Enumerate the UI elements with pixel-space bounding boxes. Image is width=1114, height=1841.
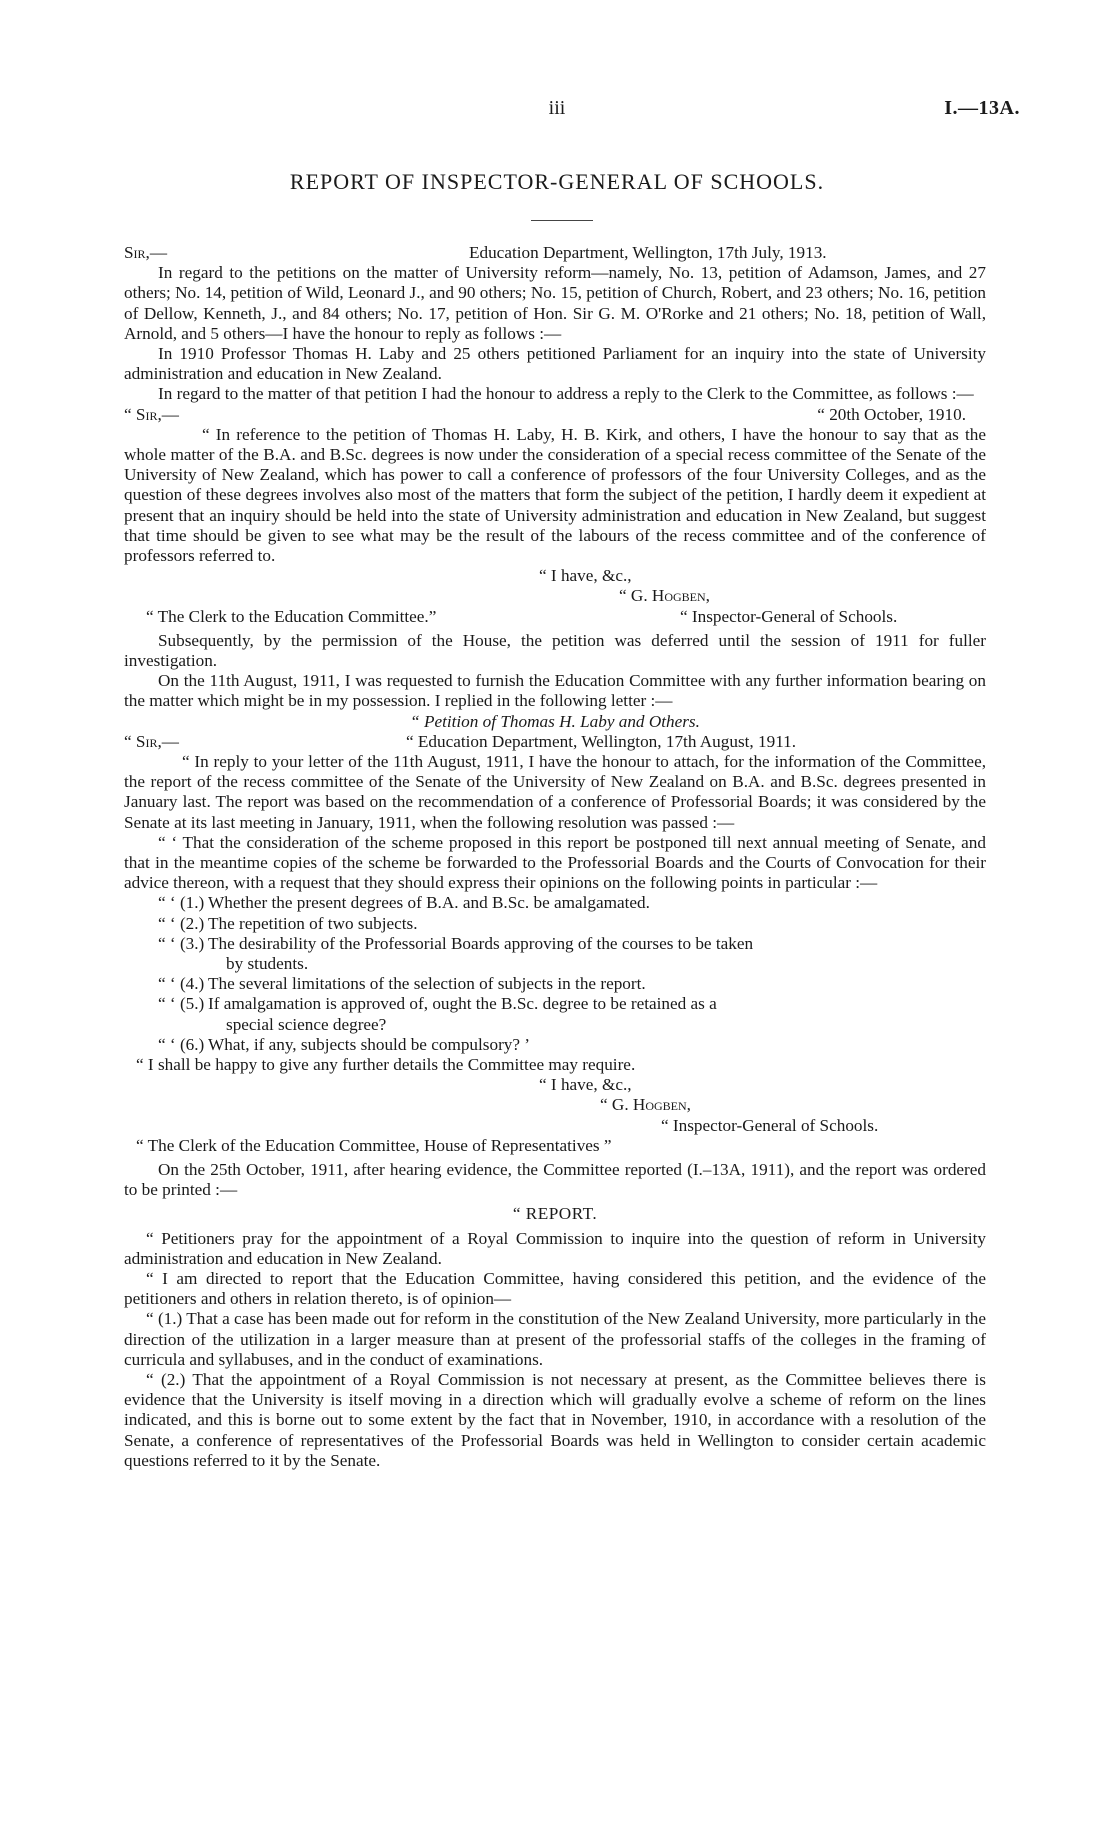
report-heading: “ REPORT. <box>512 1204 598 1224</box>
letter-date: “ 20th October, 1910. <box>817 404 966 424</box>
signature-title-row <box>124 1116 986 1136</box>
paragraph: Subsequently, by the permission of the House, the petition was deferred until the session of 1911 for fuller investigation. <box>124 630 986 670</box>
salutation: Sir,— <box>124 243 168 262</box>
item-marker: “ ‘ (1.) <box>158 893 205 913</box>
quoted-letter-body: “ In reference to the petition of Thomas H. Laby, H. B. Kirk, and others, I have the honour to say that as the whole matter of the B.A. and B.Sc. degrees is now under the consideration of a special recess committee of the Senate of the University of New Zealand, which has power to call a conference of professors of the four University Colleges, and as the question of these degrees involves also most of the matters that form the subject of the petition, I hardly deem it expedient at present that an inquiry should be held into the state of University administration and education in New Zealand, but suggest that time should be given to see what may be the result of the labours of the recess committee and of the conference of professors referred to. <box>124 424 986 566</box>
item-text: The repetition of two subjects. <box>208 913 418 933</box>
signature-row <box>124 586 986 606</box>
item-marker: “ ‘ (4.) <box>158 974 205 994</box>
report-paragraph: “ (1.) That a case has been made out for reform in the constitution of the New Zealand University, more particularly in the direction of the utilization in a larger measure than at present of the professorial staffs of the colleges in the framing of curricula and syllabuses, and in the conduct of examinations. <box>124 1309 986 1369</box>
signature-row <box>124 1095 986 1115</box>
letter-1911-header <box>124 732 986 752</box>
list-item <box>124 994 986 1034</box>
resolution: “ ‘ That the consideration of the scheme proposed in this report be postponed till next annual meeting of Senate, and that in the meantime copies of the scheme be forwarded to the Professorial Boards and the Courts of Convocation for their advice thereon, with a request that they should express their opinions on the following points in particular :— <box>124 832 986 893</box>
list-item <box>124 914 986 934</box>
addressee-row <box>124 607 986 627</box>
list-item <box>124 934 986 974</box>
dateline: “ Education Department, Wellington, 17th August, 1911. <box>406 731 797 751</box>
addressee: “ The Clerk of the Education Committee, House of Representatives ” <box>136 1135 612 1155</box>
list-item <box>124 1035 986 1055</box>
item-marker: “ ‘ (2.) <box>158 913 205 933</box>
quoted-letter-body: “ In reply to your letter of the 11th August, 1911, I have the honour to attach, for the information of the Committee, the report of the recess committee of the Senate of the University of New Zealand on B.A. and B.Sc. degrees presented in January last. The report was based on the recommendation of a conference of Professorial Boards; it was considered by the Senate at its last meeting in January, 1911, when the following resolution was passed :— <box>124 751 986 832</box>
list-item <box>124 974 986 994</box>
report-paragraph: “ I am directed to report that the Education Committee, having considered this petition, and the evidence of the petitioners and others in relation thereto, is of opinion— <box>124 1269 986 1309</box>
item-continuation: special science degree? <box>226 1014 387 1034</box>
paper-reference: I.—13A. <box>944 97 1020 119</box>
salutation: “ Sir,— <box>124 404 179 424</box>
item-text: If amalgamation is approved of, ought the B.Sc. degree to be retained as a <box>208 994 717 1014</box>
salutation: “ Sir,— <box>124 731 179 751</box>
item-text: What, if any, subjects should be compulsory? ’ <box>208 1034 531 1054</box>
document-body <box>124 243 986 1471</box>
item-text: Whether the present degrees of B.A. and B.Sc. be amalgamated. <box>208 893 650 913</box>
paragraph: On the 11th August, 1911, I was requested to furnish the Education Committee with any further information bearing on the matter which might be in my possession. I replied in the following letter :— <box>124 671 986 711</box>
letter-1911-heading: “ Petition of Thomas H. Laby and Others. <box>410 711 700 731</box>
item-marker: “ ‘ (5.) <box>158 994 205 1014</box>
item-continuation: by students. <box>226 954 309 974</box>
closing-row <box>124 1075 986 1095</box>
paragraph: In 1910 Professor Thomas H. Laby and 25 others petitioned Parliament for an inquiry into the state of University administration and education in New Zealand. <box>124 344 986 384</box>
report-paragraph: “ Petitioners pray for the appointment of a Royal Commission to inquire into the question of reform in University administration and education in New Zealand. <box>124 1228 986 1268</box>
closing: “ I have, &c., <box>539 566 632 586</box>
paragraph: In regard to the matter of that petition I had the honour to address a reply to the Clerk to the Committee, as follows :— <box>158 384 974 404</box>
item-marker: “ ‘ (3.) <box>158 933 205 953</box>
letter-1910-header <box>124 405 986 425</box>
paragraph: “ I shall be happy to give any further details the Committee may require. <box>136 1055 636 1075</box>
item-text: The several limitations of the selection of subjects in the report. <box>208 974 646 994</box>
closing: “ I have, &c., <box>539 1075 632 1095</box>
title-rule <box>531 220 593 221</box>
item-marker: “ ‘ (6.) <box>158 1034 205 1054</box>
item-text: The desirability of the Professorial Boards approving of the courses to be taken <box>208 933 754 953</box>
paragraph: On the 25th October, 1911, after hearing evidence, the Committee reported (I.–13A, 1911), and the report was ordered to be printed :— <box>124 1159 986 1200</box>
signature-title: “ Inspector-General of Schools. <box>661 1115 879 1135</box>
signature: “ G. Hogben, <box>600 1095 691 1115</box>
letter-header <box>124 243 986 263</box>
signature: “ G. Hogben, <box>619 586 710 606</box>
report-paragraph: “ (2.) That the appointment of a Royal Commission is not necessary at present, as the Committee believes there is evidence that the University is itself moving in a direction which will gradually evolve a scheme of reform on the lines indicated, and this is borne out to some extent by the fact that in November, 1910, in accordance with a resolution of the Senate, a conference of representatives of the Professorial Boards was held in Wellington to consider certain academic questions referred to it by the Senate. <box>124 1370 986 1470</box>
closing-row <box>124 566 986 586</box>
addressee: “ The Clerk to the Education Committee.” <box>146 606 437 626</box>
paragraph: In regard to the petitions on the matter of University reform—namely, No. 13, petition of Adamson, James, and 27 others; No. 14, petition of Wild, Leonard J., and 90 others; No. 15, petition of Church, Robert, and 23 others; No. 16, petition of Dellow, Kenneth, J., and 84 others; No. 17, petition of Hon. Sir G. M. O'Rorke and 21 others; No. 18, petition of Wall, Arnold, and 5 others—I have the honour to reply as follows :— <box>124 263 986 343</box>
addressee-row <box>124 1136 986 1156</box>
page-number: iii <box>548 97 566 119</box>
signature-title: “ Inspector-General of Schools. <box>680 606 898 626</box>
dateline: Education Department, Wellington, 17th July, 1913. <box>469 243 827 262</box>
list-item <box>124 893 986 913</box>
page-title: REPORT OF INSPECTOR-GENERAL OF SCHOOLS. <box>289 169 825 194</box>
